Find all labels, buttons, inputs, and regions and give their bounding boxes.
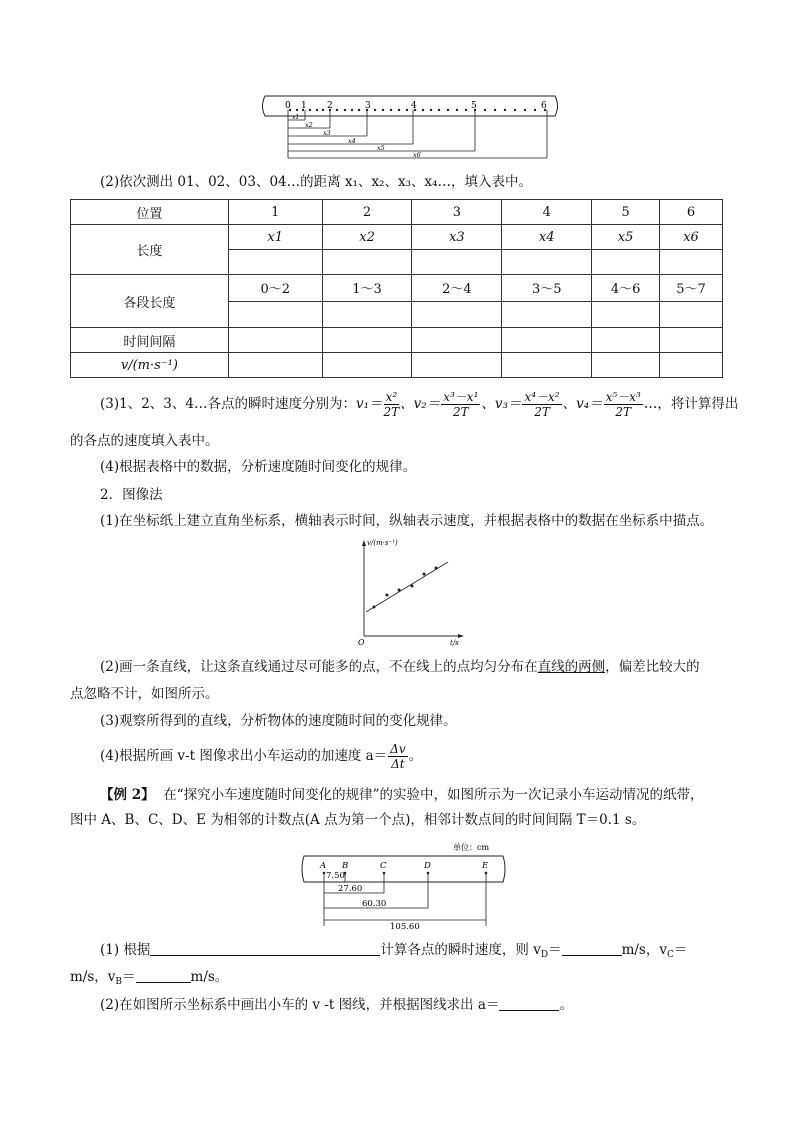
frac-num: x³－x¹: [443, 390, 479, 404]
frac-den: 2T: [534, 405, 550, 419]
distance-ad: 60.30: [362, 899, 387, 909]
table-row: [71, 275, 723, 302]
step3-suffix: …，将计算得出: [643, 396, 739, 412]
tape1-label-2: 2: [327, 101, 333, 111]
text-span: (2)画一条直线，让这条直线通过尽可能多的点，不在线上的点均匀分布在: [100, 659, 538, 675]
text-span: ＝: [673, 942, 688, 958]
text-span: 在“探究小车速度随时间变化的规律”的实验中，如图所示为一次记录小车运动情况的纸带，: [163, 787, 704, 803]
table-cell: 2: [322, 200, 412, 225]
seg-x6: x6: [413, 151, 421, 159]
tape1-label-0: 0: [285, 101, 291, 111]
table-cell: x6: [660, 225, 723, 250]
v3-label: 、v₃＝: [481, 396, 522, 412]
paper-tape-diagram-1: [255, 88, 565, 163]
v4-label: 、v₄＝: [562, 396, 603, 412]
table-row: [71, 328, 723, 353]
seg-x5: x5: [377, 144, 385, 152]
table-cell: [502, 301, 592, 328]
table-cell: [502, 328, 592, 353]
v2-label: 、v₂＝: [400, 396, 441, 412]
frac-den: 2T: [383, 405, 400, 419]
text-span: m/s，v: [70, 969, 116, 985]
table-cell: [412, 301, 502, 328]
table-cell: [228, 328, 322, 353]
table-cell: x1: [228, 225, 322, 250]
table-cell: 长度: [71, 225, 229, 275]
step3-line1: [100, 388, 760, 420]
table-cell: [412, 353, 502, 378]
step4-text: (4)根据表格中的数据，分析速度随时间变化的规律。: [100, 459, 417, 475]
table-cell: 时间间隔: [71, 328, 229, 353]
table-cell: [322, 301, 412, 328]
table-cell: [322, 250, 412, 275]
table-cell: [322, 353, 412, 378]
text-span: ，偏差比较大的: [605, 659, 700, 675]
subscript: C: [666, 950, 674, 960]
fraction-v1: [384, 390, 400, 419]
example-tag: 【例 2】: [100, 787, 155, 803]
question1-line2: [70, 967, 730, 992]
text-span: 。: [408, 748, 423, 764]
origin-label: O: [358, 638, 365, 647]
tape1-label-5: 5: [471, 101, 477, 111]
question1-line1: [100, 940, 760, 965]
table-cell: [412, 250, 502, 275]
subscript: B: [115, 977, 123, 987]
subscript: D: [540, 950, 549, 960]
table-cell: 3: [412, 200, 502, 225]
point-c-label: C: [380, 861, 387, 871]
v1-label: v₁＝: [355, 396, 383, 412]
point-e-label: E: [482, 861, 489, 871]
table-cell: [322, 328, 412, 353]
table-row: [71, 353, 723, 378]
frac-den: 2T: [452, 405, 469, 419]
text-span: (4)根据所画 v-t 图像求出小车运动的加速度 a＝: [100, 748, 388, 764]
table-cell: 6: [660, 200, 723, 225]
graph-step2-line2: 点忽略不计，如图所示。: [70, 686, 219, 702]
graph-step3-text: (3)观察所得到的直线，分析物体的速度随时间的变化规律。: [100, 713, 457, 729]
table-cell: [592, 250, 660, 275]
text-span: (2)在如图所示坐标系中画出小车的 v -t 图线，并根据图线求出 a＝: [100, 997, 500, 1013]
answer-blank-vd[interactable]: [562, 941, 622, 956]
fraction-accel: [388, 742, 407, 771]
step2-text: (2)依次测出 01、02、03、04…的距离 x₁、x₂、x₃、x₄…，填入表中。: [100, 174, 533, 190]
table-cell: [228, 250, 322, 275]
underlined-text: 直线的两侧: [537, 659, 606, 675]
seg-x3: x3: [323, 129, 331, 137]
table-cell: [660, 250, 723, 275]
table-cell: 1: [228, 200, 322, 225]
table-cell: [660, 353, 723, 378]
question2-text: [100, 995, 760, 1015]
unit-label: 单位：cm: [453, 843, 490, 852]
answer-blank-a[interactable]: [499, 996, 559, 1011]
text-span: m/s，v: [621, 942, 667, 958]
tape1-label-1: 1: [301, 101, 307, 111]
point-b-label: B: [342, 861, 349, 871]
distance-ae: 105.60: [390, 922, 420, 930]
table-row: [71, 225, 723, 250]
frac-num: x²: [384, 390, 400, 405]
vt-graph: [352, 536, 472, 648]
tape1-label-4: 4: [411, 101, 417, 111]
table-cell: 2～4: [412, 275, 502, 302]
table-cell: [502, 250, 592, 275]
frac-den: Δt: [391, 757, 405, 771]
frac-num: x⁵－x³: [605, 390, 641, 404]
graph-step4-text: [100, 740, 760, 772]
text-span: 。: [559, 997, 573, 1013]
seg-x2: x2: [305, 121, 313, 129]
y-axis-label: v/(m·s⁻¹): [367, 539, 398, 547]
distance-ab: 7.50: [326, 871, 345, 881]
table-cell: [502, 353, 592, 378]
seg-x1: x1: [292, 114, 300, 121]
table-header-row: [71, 200, 723, 225]
table-cell: [592, 328, 660, 353]
table-cell: 5～7: [660, 275, 723, 302]
text-span: (1) 根据: [100, 942, 151, 958]
frac-den: 2T: [615, 405, 632, 419]
method2-title: 2．图像法: [100, 487, 163, 503]
table-cell: [412, 328, 502, 353]
tape1-label-3: 3: [365, 101, 371, 111]
frac-num: Δv: [390, 742, 406, 756]
table-cell: [228, 301, 322, 328]
graph-step1-text: (1)在坐标纸上建立直角坐标系，横轴表示时间，纵轴表示速度，并根据表格中的数据在坐标系中描点。: [100, 513, 714, 529]
table-cell: [660, 328, 723, 353]
table-cell: 0～2: [228, 275, 322, 302]
graph-step2-line1: [100, 657, 760, 677]
frac-num: x⁴－x²: [524, 390, 560, 404]
paper-tape-diagram-2: [298, 840, 513, 930]
table-cell: [592, 353, 660, 378]
table-cell: 5: [592, 200, 660, 225]
table-cell: 各段长度: [71, 275, 229, 328]
table-cell: 位置: [71, 200, 229, 225]
fraction-v3: [522, 390, 561, 419]
answer-blank-formula[interactable]: [150, 941, 380, 956]
text-span: ＝: [122, 969, 136, 985]
table-cell: 1～3: [322, 275, 412, 302]
point-a-label: A: [320, 861, 327, 871]
fraction-v2: [441, 390, 480, 419]
tape1-label-6: 6: [541, 101, 547, 111]
table-cell: 4～6: [592, 275, 660, 302]
answer-blank-vb[interactable]: [136, 968, 191, 983]
step3-line2: 的各点的速度填入表中。: [70, 433, 219, 449]
data-table: [70, 199, 723, 378]
seg-x4: x4: [348, 137, 356, 145]
table-cell: x3: [412, 225, 502, 250]
text-span: 计算各点的瞬时速度，则 v: [380, 942, 541, 958]
step3-prefix: (3)1、2、3、4…各点的瞬时速度分别为：: [100, 396, 356, 412]
table-cell: v/(m·s⁻¹): [71, 353, 229, 378]
example-line2: 图中 A、B、C、D、E 为相邻的计数点(A 点为第一个点)，相邻计数点间的时间间隔 T＝0.1 s。: [70, 812, 646, 828]
table-cell: 3～5: [502, 275, 592, 302]
table-cell: [592, 301, 660, 328]
point-d-label: D: [424, 861, 431, 871]
table-cell: [228, 353, 322, 378]
table-cell: 4: [502, 200, 592, 225]
table-cell: [660, 301, 723, 328]
table-cell: x5: [592, 225, 660, 250]
table-cell: x4: [502, 225, 592, 250]
table-cell: x2: [322, 225, 412, 250]
distance-ac: 27.60: [338, 884, 363, 894]
x-axis-label: t/s: [450, 639, 459, 647]
fraction-v4: [604, 390, 643, 419]
text-span: ＝: [548, 942, 562, 958]
text-span: m/s。: [190, 969, 229, 985]
example-line1: [100, 785, 760, 805]
